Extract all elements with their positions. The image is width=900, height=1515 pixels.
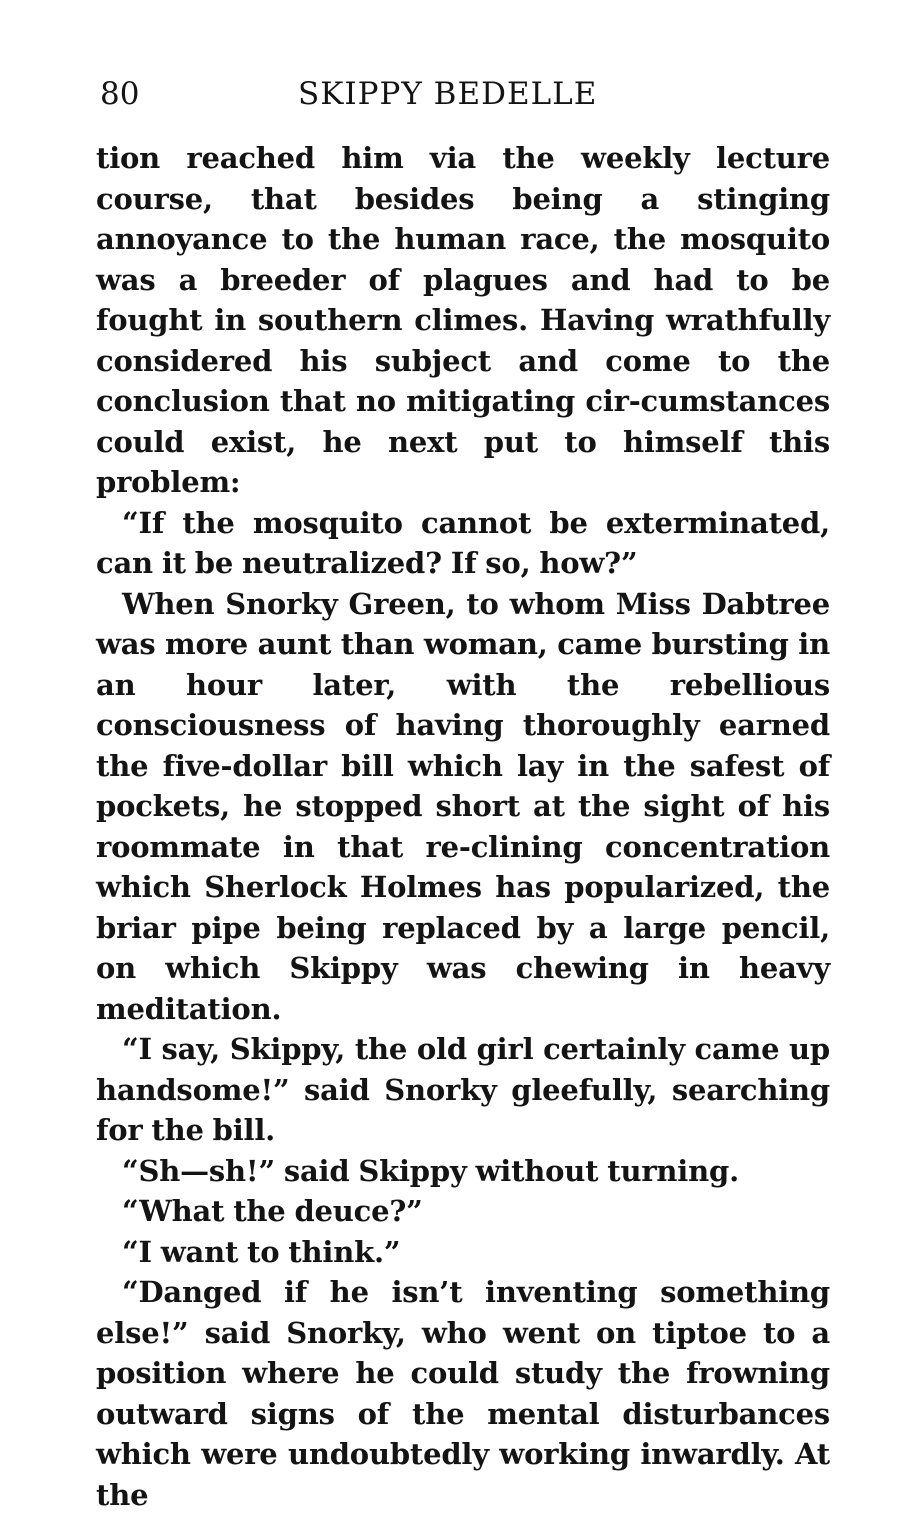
page-header	[100, 70, 840, 118]
paragraph-8: “Danged if he isn’t inventing something else!” said Snorky, who went on tiptoe to a position where he could study the frowning outward signs of the mental disturbances which were undoubtedly working inwardly. At the	[96, 1275, 830, 1512]
body-text	[96, 138, 830, 1515]
paragraph-3: When Snorky Green, to whom Miss Dabtree was more aunt than woman, came bursting in an hour later, with the rebellious consciousness of having thoroughly earned the five-dollar bill which lay in the safest of pockets, he stopped short at the sight of his roommate in that re-clining concentration which Sherlock Holmes has popularized, the briar pipe being replaced by a large pencil, on which Skippy was chewing in heavy meditation.	[96, 586, 830, 1026]
paragraph-6: “What the deuce?”	[122, 1194, 423, 1228]
paragraph-4: “I say, Skippy, the old girl certainly came up handsome!” said Snorky gleefully, searching for the bill.	[96, 1032, 830, 1147]
paragraph-2: “If the mosquito cannot be exterminated, can it be neutralized? If so, how?”	[96, 505, 830, 580]
page-number: 80	[100, 76, 140, 112]
paragraph-7: “I want to think.”	[122, 1234, 401, 1269]
paragraph-5: “Sh—sh!” said Skippy without turning.	[122, 1153, 739, 1188]
paragraph-1: tion reached him via the weekly lecture course, that besides being a stinging annoyance to the human race, the mosquito was a breeder of plagues and had to be fought in southern climes. Having wrathfully considered his subject and come to the conclusion that no mitigating cir-cumstances could exist, he next put to himself this problem:	[96, 141, 830, 499]
running-head: SKIPPY BEDELLE	[298, 76, 598, 112]
